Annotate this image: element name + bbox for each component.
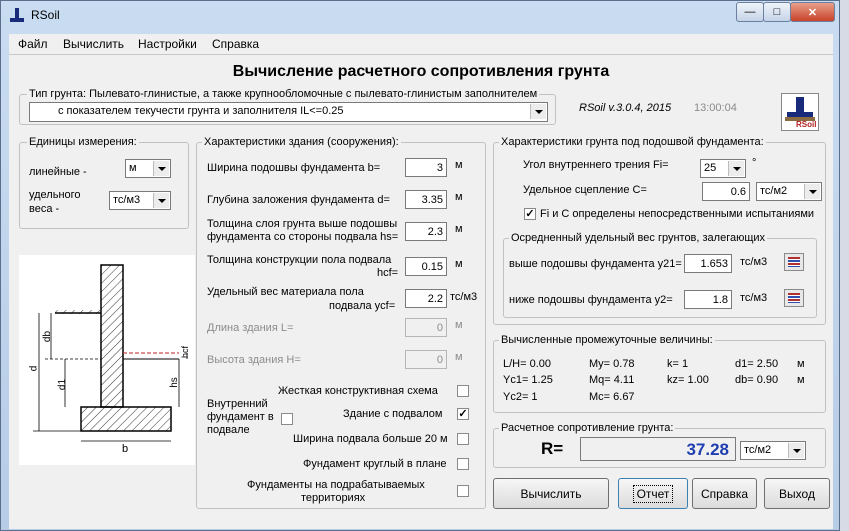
- weight-units-value: тс/м3: [113, 194, 141, 206]
- tested-checkbox[interactable]: ✓: [525, 208, 535, 220]
- cohesion-unit-select[interactable]: [756, 182, 822, 201]
- diagram-label-d: d: [28, 365, 40, 372]
- rigid-scheme-label: Жесткая конструктивная схема: [278, 385, 438, 397]
- menu-file[interactable]: Файл: [18, 37, 48, 51]
- logo-text: RSoil: [796, 120, 817, 129]
- exit-button[interactable]: [764, 478, 830, 509]
- floor-unit: м: [455, 258, 463, 270]
- depth-label: Глубина заложения фундамента d=: [207, 194, 390, 206]
- time-label: 13:00:04: [694, 102, 737, 114]
- internal-label-3: подвале: [207, 424, 250, 436]
- result-title: Расчетное сопротивление грунта:: [501, 422, 674, 434]
- help-button-label: Справка: [700, 486, 749, 501]
- soil-type-label: Тип грунта:: [29, 88, 87, 100]
- soil-props-title: Характеристики грунта под подошвой фундамента:: [501, 136, 764, 148]
- menu-help[interactable]: Справка: [212, 37, 260, 51]
- menu-calculate[interactable]: Вычислить: [63, 37, 125, 51]
- length-unit: м: [455, 319, 463, 331]
- height-unit: м: [455, 351, 463, 363]
- close-button[interactable]: ✕: [790, 2, 835, 22]
- result-unit-select[interactable]: [740, 441, 806, 460]
- calculate-button[interactable]: [493, 478, 609, 509]
- soil-type-caption: [27, 88, 539, 100]
- result-unit-value: тс/м2: [744, 444, 772, 456]
- width-unit: м: [455, 159, 463, 171]
- length-label: Длина здания L=: [207, 322, 294, 334]
- report-button-label: Отчет: [634, 486, 673, 502]
- k-value: k= 1: [667, 358, 689, 370]
- basement-wide-label: Ширина подвала больше 20 м: [293, 433, 448, 445]
- intermediate-title: Вычисленные промежуточные величины:: [501, 334, 713, 346]
- above-weight-input[interactable]: 1.653: [684, 254, 732, 273]
- above-weight-label: выше подошвы фундамента y21=: [509, 258, 682, 270]
- round-checkbox[interactable]: [457, 458, 469, 470]
- weight-units-select[interactable]: [109, 191, 171, 210]
- d1-unit: м: [797, 358, 805, 370]
- diagram-label-b: b: [122, 443, 129, 455]
- length-input[interactable]: 0: [405, 318, 447, 337]
- angle-label: Угол внутреннего трения Fi=: [523, 159, 669, 171]
- height-input[interactable]: 0: [405, 350, 447, 369]
- linear-units-select[interactable]: [125, 159, 171, 178]
- app-icon: [9, 7, 25, 23]
- soil-type-selected: с показателем текучести грунта и заполнителя IL<=0.25: [58, 105, 344, 117]
- foundation-diagram: [19, 255, 195, 465]
- diagram-label-d1: d1: [57, 378, 69, 391]
- maximize-button[interactable]: □: [763, 2, 791, 22]
- soil-layer-input[interactable]: 2.3: [405, 222, 447, 241]
- help-button[interactable]: [692, 478, 757, 509]
- floor-label-1: Толщина конструкции пола подвала: [207, 254, 392, 266]
- linear-units-value: м: [129, 162, 137, 174]
- chevron-down-icon[interactable]: [788, 443, 804, 458]
- client-area: [9, 55, 833, 529]
- diagram-label-db: db: [42, 330, 54, 343]
- floor-input[interactable]: 0.15: [405, 257, 447, 276]
- rsoil-logo: [781, 93, 819, 131]
- calculate-button-label: Вычислить: [520, 486, 582, 501]
- yc2-value: Yc2= 1: [503, 391, 538, 403]
- d1-value: d1= 2.50: [735, 358, 779, 370]
- my-value: My= 0.78: [589, 358, 635, 370]
- version-label: RSoil v.3.0.4, 2015: [579, 102, 672, 114]
- linear-units-label: линейные -: [29, 166, 87, 178]
- units-group: [19, 142, 189, 229]
- floor-weight-label-2: подвала ycf=: [329, 300, 396, 312]
- height-label: Высота здания H=: [207, 354, 301, 366]
- soil-type-description: Пылевато-глинистые, а также крупнообломочные с пылевато-глинистым заполнителем: [89, 88, 538, 100]
- weight-units-label-1: удельного: [29, 189, 81, 201]
- result-label: R=: [541, 439, 564, 458]
- internal-checkbox[interactable]: [281, 413, 293, 425]
- angle-value: 25: [704, 162, 717, 174]
- main-title: Вычисление расчетного сопротивления грунта: [232, 63, 610, 80]
- round-label: Фундамент круглый в плане: [303, 458, 447, 470]
- mining-checkbox[interactable]: [457, 485, 469, 497]
- report-button[interactable]: [618, 478, 688, 509]
- kz-value: kz= 1.00: [667, 374, 709, 386]
- angle-select[interactable]: [700, 159, 746, 178]
- lh-value: L/H= 0.00: [503, 358, 552, 370]
- soil-layer-label-2: фундамента со стороны подвала hs=: [207, 231, 399, 243]
- below-weight-label: ниже подошвы фундамента y2=: [509, 294, 673, 306]
- menu-bar: [9, 34, 833, 55]
- result-value: 37.28: [580, 437, 736, 461]
- cohesion-unit-value: тс/м2: [760, 185, 788, 197]
- units-title: Единицы измерения:: [29, 136, 137, 148]
- cohesion-label: Удельное сцепление С=: [523, 184, 647, 196]
- mining-label-1: Фундаменты на подрабатываемых: [247, 479, 425, 491]
- floor-weight-input[interactable]: 2.2: [405, 289, 447, 308]
- below-weight-unit: тс/м3: [740, 292, 768, 304]
- tested-label: Fi и C определены непосредственными испытаниями: [540, 208, 815, 220]
- db-unit: м: [797, 374, 805, 386]
- cohesion-input[interactable]: 0.6: [702, 182, 750, 201]
- floor-label-2: hcf=: [377, 267, 399, 279]
- soil-type-select[interactable]: [29, 102, 548, 122]
- yc1-value: Yc1= 1.25: [503, 374, 553, 386]
- exit-button-label: Выход: [779, 486, 815, 501]
- basement-checkbox[interactable]: ✓: [458, 408, 468, 420]
- chevron-down-icon[interactable]: [153, 193, 169, 208]
- chevron-down-icon[interactable]: [804, 184, 820, 199]
- db-value: db= 0.90: [735, 374, 779, 386]
- width-label: Ширина подошвы фундамента b=: [207, 162, 381, 174]
- avg-weight-group: [503, 238, 817, 318]
- window-title: RSoil: [31, 8, 60, 22]
- width-input[interactable]: 3: [405, 158, 447, 177]
- soil-layer-unit: м: [455, 223, 463, 235]
- internal-label-2: фундамент в: [207, 411, 274, 423]
- title-bar: [1, 1, 839, 31]
- minimize-button[interactable]: —: [736, 2, 764, 22]
- building-title: Характеристики здания (сооружения):: [204, 136, 399, 148]
- basement-wide-checkbox[interactable]: [457, 433, 469, 445]
- mq-value: Mq= 4.11: [589, 374, 635, 386]
- mc-value: Mc= 6.67: [589, 391, 635, 403]
- below-weight-input[interactable]: 1.8: [684, 290, 732, 309]
- soil-layer-label-1: Толщина слоя грунта выше подошвы: [207, 218, 398, 230]
- chevron-down-icon[interactable]: [153, 161, 169, 176]
- mining-label-2: территориях: [301, 492, 366, 504]
- depth-unit: м: [455, 191, 463, 203]
- floor-weight-label-1: Удельный вес материала пола: [207, 286, 364, 298]
- rigid-scheme-checkbox[interactable]: [457, 385, 469, 397]
- chevron-down-icon[interactable]: [728, 161, 744, 176]
- above-weight-unit: тс/м3: [740, 256, 768, 268]
- diagram-label-hs: hs: [168, 377, 180, 388]
- menu-settings[interactable]: Настройки: [138, 37, 197, 51]
- weight-units-label-2: веса -: [29, 203, 60, 215]
- depth-input[interactable]: 3.35: [405, 190, 447, 209]
- table-grid-icon[interactable]: [784, 289, 804, 307]
- table-grid-icon[interactable]: [784, 253, 804, 271]
- chevron-down-icon[interactable]: [530, 104, 546, 119]
- basement-label: Здание с подвалом: [343, 408, 443, 420]
- avg-weight-title: Осредненный удельный вес грунтов, залегающих: [511, 232, 766, 244]
- floor-weight-unit: тс/м3: [450, 291, 478, 303]
- internal-label-1: Внутренний: [207, 398, 268, 410]
- angle-unit: °: [752, 157, 757, 169]
- diagram-label-hcf: hcf: [180, 345, 191, 359]
